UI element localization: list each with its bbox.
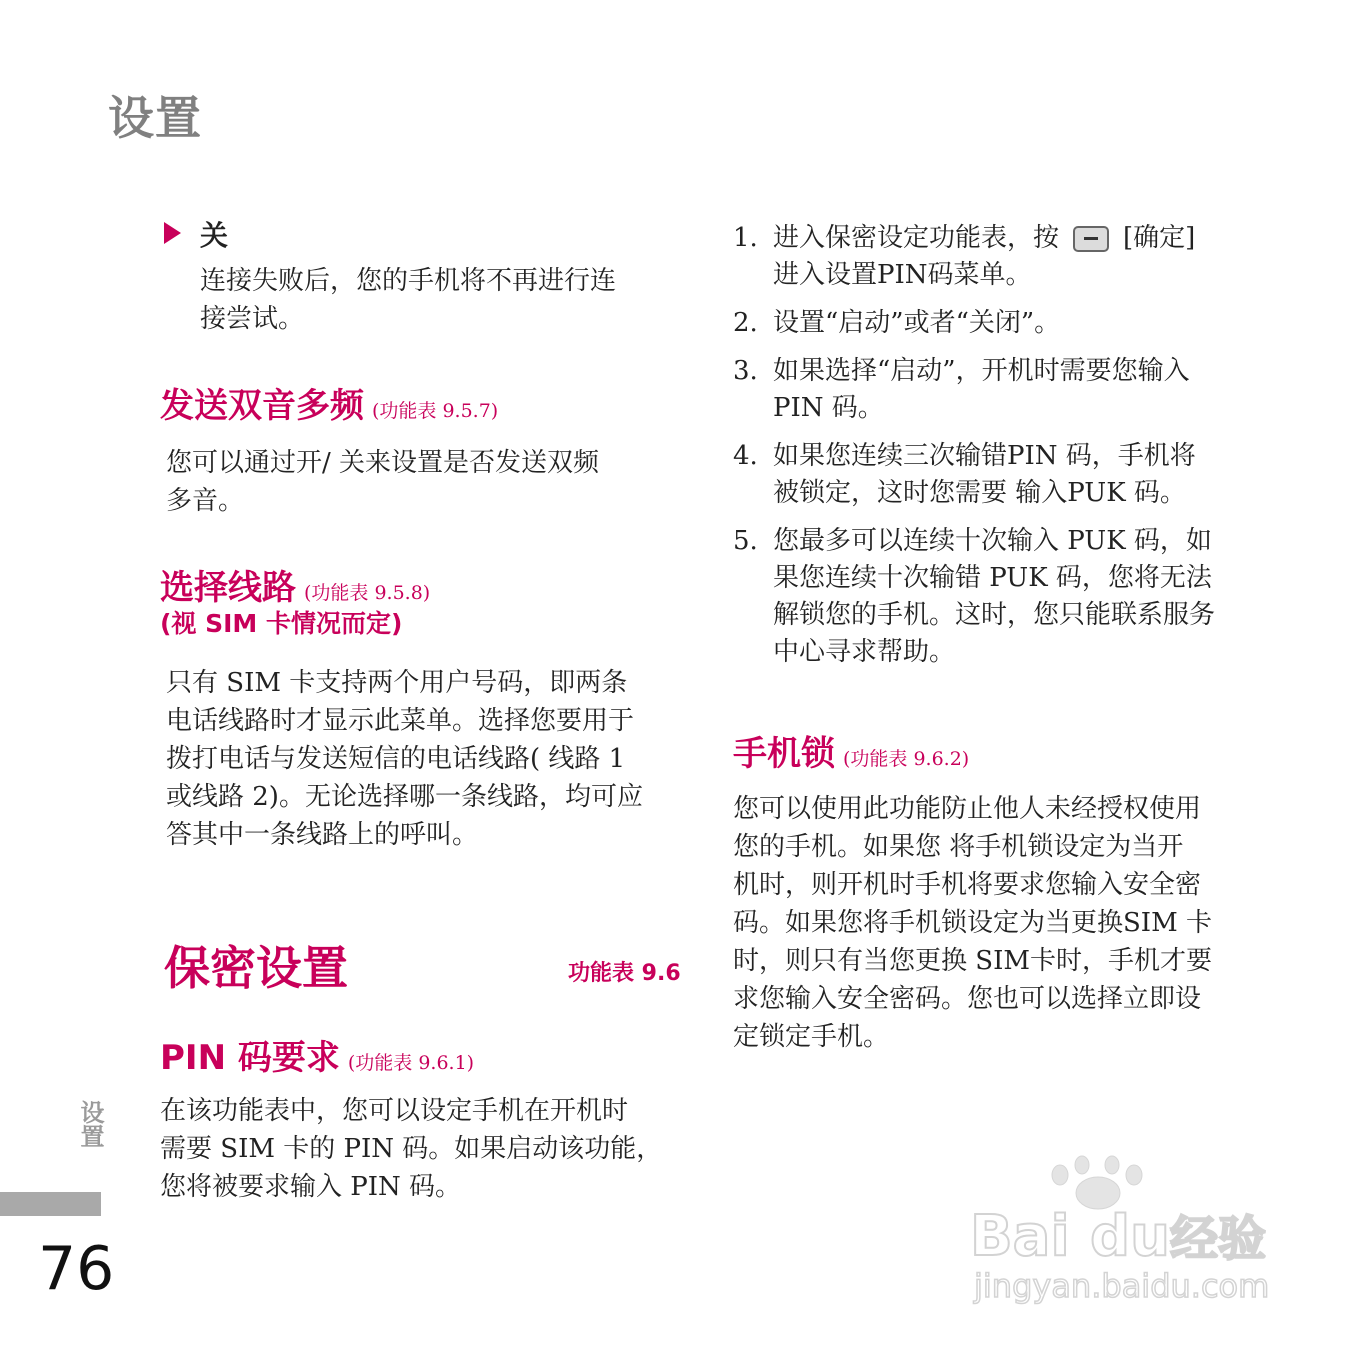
dtmf-menu-ref: (功能表 9.5.7) — [372, 400, 499, 422]
dtmf-description — [166, 444, 676, 520]
text-line: 接尝试。 — [200, 304, 305, 334]
baidu-jingyan-watermark-icon — [960, 1155, 1290, 1310]
security-section-menu-ref: 功能表 9.6 — [568, 961, 681, 986]
line-select-menu-ref: (功能表 9.5.8) — [304, 582, 431, 604]
text-line: 在该功能表中，您可以设定手机在开机时 — [160, 1096, 629, 1126]
phone-lock-menu-ref: (功能表 9.6.2) — [843, 748, 970, 770]
text-line: 您可以使用此功能防止他人未经授权使用 — [733, 794, 1202, 824]
step-number: 1. — [733, 223, 758, 253]
line-select-title: 选择线路 — [160, 568, 296, 608]
text-line: 定锁定手机。 — [733, 1022, 890, 1052]
text-line: 多音。 — [166, 486, 245, 516]
text-line: 电话线路时才显示此菜单。选择您要用于 — [166, 706, 635, 736]
step-text: 中心寻求帮助。 — [773, 637, 956, 667]
svg-text:经验: 经验 — [1170, 1211, 1267, 1267]
step-number: 5. — [733, 526, 758, 556]
step-text: 进入设置PIN码菜单。 — [773, 260, 1032, 290]
pin-heading — [160, 1030, 474, 1079]
step-number: 4. — [733, 441, 758, 471]
text-line: 您可以通过开/ 关来设置是否发送双频 — [166, 448, 600, 478]
step-text: 解锁您的手机。这时，您只能联系服务 — [773, 600, 1216, 630]
phone-lock-description — [733, 790, 1253, 1056]
step-item — [733, 305, 1253, 342]
svg-text:Bai: Bai — [970, 1204, 1070, 1269]
step-number: 3. — [733, 356, 758, 386]
security-section-title: 保密设置 — [164, 941, 348, 995]
step-text: 如果选择“启动”，开机时需要您输入 — [773, 356, 1190, 386]
option-off-title: 关 — [200, 219, 229, 252]
triangle-bullet-icon — [164, 222, 181, 244]
step-item — [733, 438, 1253, 512]
step-text: 您最多可以连续十次输入 PUK 码，如 — [773, 526, 1212, 556]
line-select-description — [166, 664, 678, 854]
step-text: 被锁定，这时您需要 输入PUK 码。 — [773, 478, 1186, 508]
option-off-description — [200, 262, 670, 338]
side-tab-label: 设置 — [76, 1100, 104, 1148]
text-line: 时，则只有当您更换 SIM卡时，手机才要 — [733, 946, 1212, 976]
text-line: 只有 SIM 卡支持两个用户号码，即两条 — [166, 668, 628, 698]
side-tab-bar — [0, 1192, 101, 1216]
step-text: PIN 码。 — [773, 393, 884, 423]
step-text: [确定] — [1123, 223, 1196, 253]
svg-text:jingyan.baidu.com: jingyan.baidu.com — [974, 1267, 1270, 1305]
pin-title: PIN 码要求 — [160, 1038, 340, 1078]
text-line: 或线路 2)。无论选择哪一条线路，均可应 — [166, 782, 643, 812]
pin-description — [160, 1092, 672, 1206]
left-softkey-icon — [1073, 226, 1109, 252]
page-header-title: 设置 — [108, 91, 202, 145]
page-number: 76 — [38, 1234, 115, 1304]
step-text: 进入保密设定功能表，按 — [773, 223, 1060, 253]
step-item — [733, 523, 1253, 671]
dtmf-title: 发送双音多频 — [160, 386, 364, 426]
step-item — [733, 353, 1253, 427]
text-line: 码。如果您将手机锁设定为当更换SIM 卡 — [733, 908, 1212, 938]
line-select-heading — [160, 560, 430, 609]
dtmf-heading — [160, 378, 498, 427]
pin-menu-ref: (功能表 9.6.1) — [347, 1052, 475, 1074]
line-select-note: (视 SIM 卡情况而定) — [160, 609, 403, 638]
step-text: 果您连续十次输错 PUK 码，您将无法 — [773, 563, 1212, 593]
text-line: 拨打电话与发送短信的电话线路( 线路 1 — [166, 744, 626, 774]
text-line: 需要 SIM 卡的 PIN 码。如果启动该功能， — [160, 1134, 663, 1164]
step-text: 如果您连续三次输错PIN 码，手机将 — [773, 441, 1196, 471]
step-number: 2. — [733, 308, 758, 338]
text-line: 求您输入安全密码。您也可以选择立即设 — [733, 984, 1202, 1014]
text-line: 您的手机。如果您 将手机锁设定为当开 — [733, 832, 1184, 862]
text-line: 连接失败后，您的手机将不再进行连 — [200, 266, 617, 296]
text-line: 机时，则开机时手机将要求您输入安全密 — [733, 870, 1202, 900]
step-text: 设置“启动”或者“关闭”。 — [773, 308, 1061, 338]
step-item — [733, 220, 1253, 294]
svg-text:du: du — [1090, 1204, 1170, 1269]
text-line: 答其中一条线路上的呼叫。 — [166, 820, 479, 850]
pin-steps — [733, 220, 1253, 682]
phone-lock-title: 手机锁 — [733, 734, 835, 774]
text-line: 您将被要求输入 PIN 码。 — [160, 1172, 462, 1202]
phone-lock-heading — [733, 726, 969, 775]
